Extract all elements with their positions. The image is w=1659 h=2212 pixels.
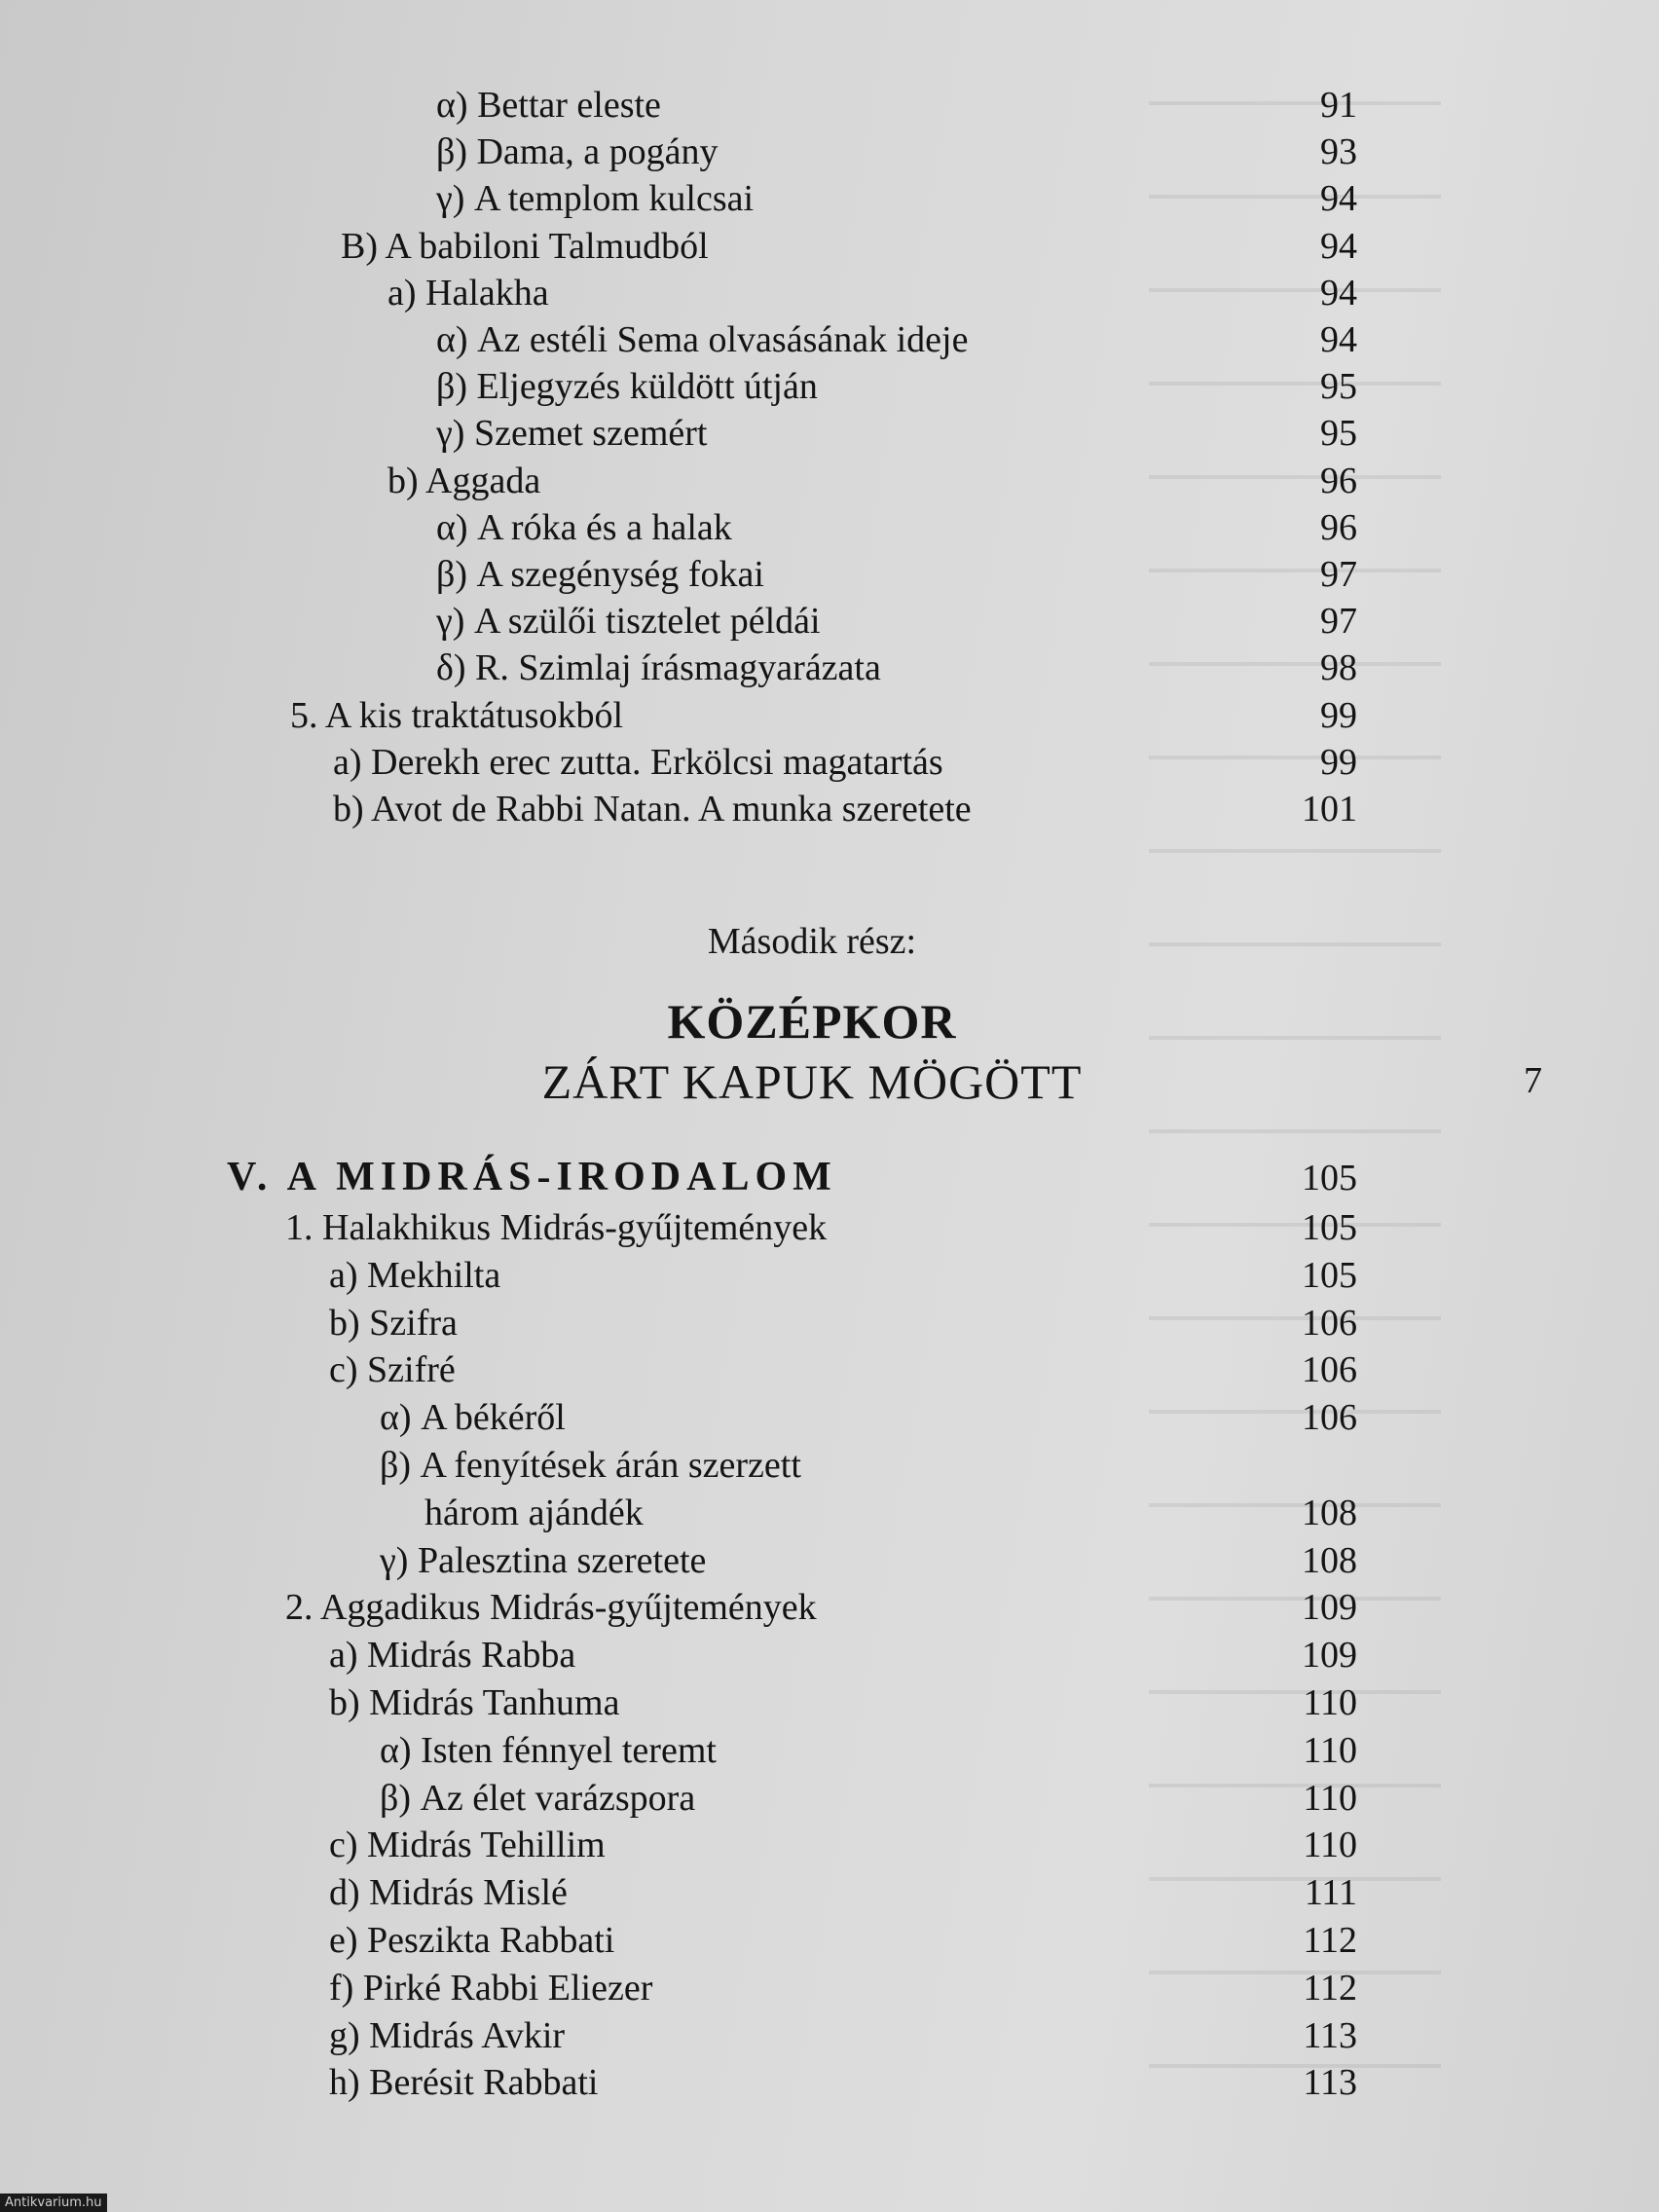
toc-entry-page: 112 bbox=[1303, 1967, 1357, 2009]
toc-entry-page: 95 bbox=[1320, 366, 1357, 408]
toc-entry-label: 2. Aggadikus Midrás-gyűjtemények bbox=[285, 1587, 817, 1629]
toc-entry bbox=[436, 82, 1357, 129]
toc-entry-page: 97 bbox=[1320, 554, 1357, 595]
toc-entry-page: 106 bbox=[1302, 1302, 1357, 1344]
toc-entry-page: 106 bbox=[1302, 1349, 1357, 1391]
toc-entry-label: α) A békéről bbox=[380, 1397, 566, 1439]
toc-entry-page: 94 bbox=[1320, 178, 1357, 220]
toc-entry bbox=[380, 1537, 1357, 1584]
toc-entry-page: 109 bbox=[1302, 1587, 1357, 1629]
toc-entry bbox=[329, 2059, 1357, 2106]
toc-entry-label: három ajándék bbox=[424, 1492, 644, 1533]
toc-entry-page: 96 bbox=[1320, 506, 1357, 548]
toc-entry bbox=[329, 1300, 1357, 1346]
toc-entry-page: 108 bbox=[1302, 1492, 1357, 1533]
toc-entry-label: B) A babiloni Talmudból bbox=[341, 225, 709, 267]
toc-entry-page: 109 bbox=[1302, 1635, 1357, 1677]
toc-entry-label: γ) Palesztina szeretete bbox=[380, 1539, 707, 1581]
toc-entry-page: 108 bbox=[1302, 1539, 1357, 1581]
toc-entry-label: b) Avot de Rabbi Natan. A munka szeretete bbox=[333, 789, 972, 830]
toc-entry-page: 113 bbox=[1303, 2062, 1357, 2104]
toc-entry-label: 5. A kis traktátusokból bbox=[290, 694, 623, 736]
toc-entry-page: 99 bbox=[1320, 694, 1357, 736]
toc-entry-label: δ) R. Szimlaj írásmagyarázata bbox=[436, 647, 881, 689]
toc-entry-label: γ) A templom kulcsai bbox=[436, 178, 755, 220]
toc-entry bbox=[329, 1679, 1357, 1726]
toc-entry bbox=[380, 1442, 1357, 1489]
toc-entry-page: 96 bbox=[1320, 460, 1357, 501]
toc-entry bbox=[341, 223, 1357, 270]
toc-entry-page: 113 bbox=[1303, 2014, 1357, 2056]
toc-entry bbox=[380, 1775, 1357, 1822]
toc-entry-label: a) Mekhilta bbox=[329, 1254, 501, 1296]
toc-entry-page: 105 bbox=[1302, 1207, 1357, 1248]
toc-entry-page: 106 bbox=[1302, 1397, 1357, 1439]
toc-entry bbox=[333, 786, 1357, 832]
toc-entry bbox=[329, 2012, 1357, 2059]
toc-entry bbox=[380, 1727, 1357, 1774]
toc-entry-page: 91 bbox=[1320, 85, 1357, 126]
toc-entry-label: α) A róka és a halak bbox=[436, 506, 732, 548]
toc-entry-label: β) Eljegyzés küldött útján bbox=[436, 366, 818, 408]
toc-entry-page: 94 bbox=[1320, 272, 1357, 313]
toc-entry-label: 1. Halakhikus Midrás-gyűjtemények bbox=[285, 1207, 828, 1248]
toc-entry-page: 94 bbox=[1320, 225, 1357, 267]
toc-entry-label: β) A szegénység fokai bbox=[436, 554, 764, 595]
toc-entry-page: 99 bbox=[1320, 741, 1357, 783]
toc-entry-label: f) Pirké Rabbi Eliezer bbox=[329, 1967, 653, 2009]
toc-entry bbox=[436, 410, 1357, 457]
toc-entry-page: 101 bbox=[1302, 789, 1357, 830]
toc-entry-label: c) Midrás Tehillim bbox=[329, 1825, 606, 1866]
toc-entry-label: α) Bettar eleste bbox=[436, 85, 661, 126]
part-subtitle: ZÁRT KAPUK MÖGÖTT bbox=[541, 1054, 1083, 1109]
toc-entry-label: γ) Szemet szemért bbox=[436, 413, 708, 455]
toc-entry-page: 98 bbox=[1320, 647, 1357, 689]
toc-entry-label: a) Halakha bbox=[387, 272, 549, 313]
toc-entry-label: a) Derekh erec zutta. Erkölcsi magatartás bbox=[333, 741, 943, 783]
toc-entry-page: 93 bbox=[1320, 131, 1357, 173]
toc-entry bbox=[436, 175, 1357, 222]
toc-entry-page: 110 bbox=[1303, 1682, 1357, 1723]
chapter-heading bbox=[227, 1154, 1357, 1208]
toc-entry-label: g) Midrás Avkir bbox=[329, 2014, 566, 2056]
toc-entry bbox=[329, 1822, 1357, 1868]
toc-entry-label: β) A fenyítések árán szerzett bbox=[380, 1445, 801, 1486]
toc-entry bbox=[436, 504, 1357, 551]
toc-entry-label: γ) A szülői tisztelet példái bbox=[436, 601, 821, 643]
toc-entry-label: b) Aggada bbox=[387, 460, 541, 501]
toc-entry-page: 110 bbox=[1303, 1825, 1357, 1866]
toc-entry-label: α) Az estéli Sema olvasásának ideje bbox=[436, 319, 969, 360]
toc-entry bbox=[329, 1346, 1357, 1393]
toc-entry bbox=[387, 270, 1357, 316]
toc-entry bbox=[329, 1965, 1357, 2011]
chapter-page: 105 bbox=[1302, 1158, 1357, 1198]
toc-entry-page: 94 bbox=[1320, 319, 1357, 360]
toc-entry bbox=[329, 1869, 1357, 1916]
toc-entry-page: 110 bbox=[1303, 1729, 1357, 1771]
toc-entry bbox=[436, 316, 1357, 363]
toc-entry bbox=[285, 1204, 1357, 1251]
page-number: 7 bbox=[1524, 1060, 1542, 1101]
part-label: Második rész: bbox=[707, 921, 917, 962]
toc-entry-page: 112 bbox=[1303, 1920, 1357, 1961]
toc-entry-label: β) Az élet varázspora bbox=[380, 1777, 696, 1819]
toc-entry-page: 95 bbox=[1320, 413, 1357, 455]
toc-entry bbox=[329, 1917, 1357, 1964]
toc-entry-label: b) Szifra bbox=[329, 1302, 458, 1344]
toc-entry-page: 111 bbox=[1304, 1872, 1357, 1914]
toc-entry bbox=[380, 1394, 1357, 1441]
toc-entry bbox=[290, 692, 1357, 739]
watermark: Antikvarium.hu bbox=[0, 2194, 107, 2212]
toc-entry bbox=[436, 551, 1357, 598]
toc-entry bbox=[436, 363, 1357, 410]
toc-entry-page: 110 bbox=[1303, 1777, 1357, 1819]
toc-entry bbox=[436, 129, 1357, 175]
toc-entry-label: c) Szifré bbox=[329, 1349, 456, 1391]
toc-entry-label: e) Peszikta Rabbati bbox=[329, 1920, 615, 1961]
toc-entry bbox=[424, 1490, 1357, 1536]
toc-entry-label: d) Midrás Mislé bbox=[329, 1872, 568, 1914]
toc-entry-label: h) Berésit Rabbati bbox=[329, 2062, 599, 2104]
chapter-label: V. A MIDRÁS-IRODALOM bbox=[227, 1155, 837, 1199]
toc-entry bbox=[387, 458, 1357, 504]
toc-entry bbox=[285, 1584, 1357, 1631]
toc-entry bbox=[329, 1632, 1357, 1678]
toc-entry bbox=[436, 598, 1357, 645]
toc-entry bbox=[436, 645, 1357, 691]
part-title: KÖZÉPKOR bbox=[667, 994, 957, 1049]
toc-entry bbox=[329, 1252, 1357, 1299]
toc-entry-page: 105 bbox=[1302, 1254, 1357, 1296]
toc-entry bbox=[333, 739, 1357, 786]
toc-entry-label: α) Isten fénnyel teremt bbox=[380, 1729, 717, 1771]
toc-entry-label: β) Dama, a pogány bbox=[436, 131, 719, 173]
toc-entry-label: a) Midrás Rabba bbox=[329, 1635, 576, 1677]
toc-entry-page: 97 bbox=[1320, 601, 1357, 643]
toc-entry-label: b) Midrás Tanhuma bbox=[329, 1682, 620, 1723]
